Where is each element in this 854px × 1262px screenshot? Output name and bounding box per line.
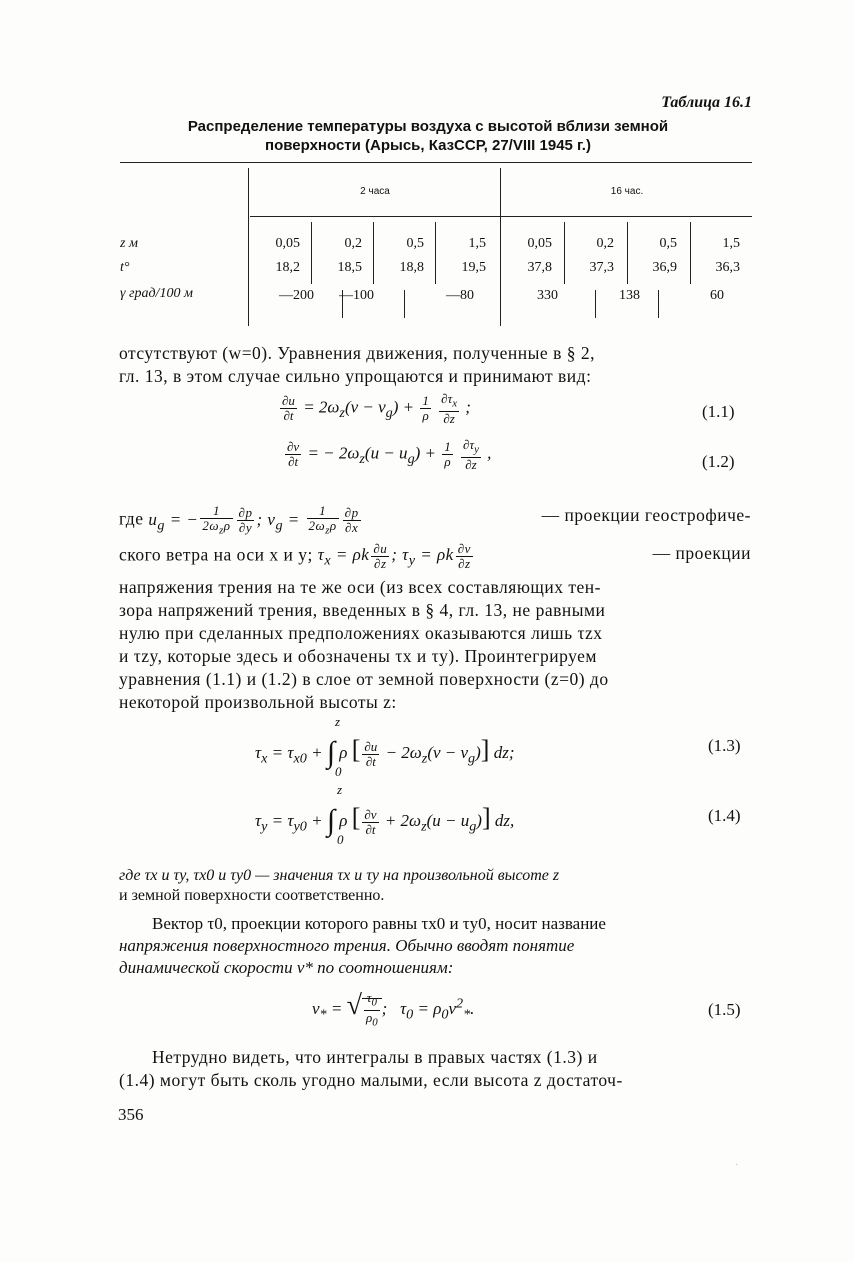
equation-1-1: $\frac{\partial u}{\partial t}$ = $2\omega_z(v - v_g)$ + $\frac{1}{\rho}$ $\frac{\partial\tau_x}{\partial z}$ ;	[282, 391, 471, 426]
para4-line1: Вектор τ0, проекции которого равны τx0 и τy0, носит название	[152, 914, 606, 933]
para3-line2: и земной поверхности соответственно.	[119, 887, 385, 904]
equation-number-1-1: (1.1)	[702, 402, 735, 421]
table-title	[140, 117, 716, 155]
cell-gamma: 138	[619, 288, 640, 303]
col-divider	[658, 290, 659, 318]
table-number: Таблица 16.1	[661, 94, 752, 111]
cell-t: 18,2	[275, 260, 300, 275]
cell-z: 0,05	[275, 236, 300, 251]
cell-t: 36,9	[652, 260, 677, 275]
cell-t: 37,3	[589, 260, 614, 275]
para2-line2-start: ского ветра на оси x и y;	[119, 544, 313, 565]
para2-line2-end: — проекции	[652, 543, 751, 563]
equation-number-1-2: (1.2)	[702, 452, 735, 471]
group-head-16h: 16 час.	[610, 186, 644, 197]
cell-z: 0,2	[596, 236, 614, 251]
table-title-line1: Распределение температуры воздуха с высотой вблизи земной	[187, 118, 669, 135]
equation-1-3: z 0 $\tau_x = \tau_{x0}$ + ∫ ρ [ $\frac{\partial u}{\partial t}$ − $2\omega_z(v - v_g)$] dz;	[255, 714, 515, 779]
cell-z: 0,5	[659, 236, 677, 251]
ug-definition: $u_g$ = − $\frac{1}{2\omega_z\rho}$ $\frac{\partial p}{\partial y}$ ; $v_g$ = $\frac{1}{2\omega_z\rho}$ $\frac{\partial p}{\partial x}$	[148, 503, 359, 537]
para2-line5: нулю при сделанных предположениях оказываются лишь τzx	[119, 623, 603, 643]
cell-gamma: —80	[446, 288, 474, 303]
para2-line6: и τzy, которые здесь и обозначены τx и τy). Проинтегрируем	[119, 646, 597, 666]
page-number: 356	[118, 1105, 144, 1124]
cell-gamma: —100	[339, 288, 374, 303]
para2-line1-end: — проекции геострофиче-	[541, 505, 751, 525]
para1-line1: отсутствуют (w=0). Уравнения движения, полученные в § 2,	[119, 343, 595, 363]
para2-line4: зора напряжений трения, введенных в § 4, гл. 13, не равными	[119, 600, 606, 620]
equation-1-2: $\frac{\partial v}{\partial t}$ = − $2\omega_z(u - u_g)$ + $\frac{1}{\rho}$ $\frac{\partial\tau_y}{\partial z}$ ,	[287, 437, 492, 472]
scan-speck: ·	[735, 1160, 739, 1171]
para2-line1	[119, 504, 751, 538]
equation-1-4: z 0 $\tau_y = \tau_{y0}$ + ∫ ρ [ $\frac{\partial v}{\partial t}$ + $2\omega_z(u - u_g)$] dz,	[255, 782, 515, 847]
table-top-rule	[120, 162, 752, 163]
cell-t: 18,8	[399, 260, 424, 275]
para2-line2	[119, 542, 751, 573]
para4-line2: напряжения поверхностного трения. Обычно вводят понятие	[119, 936, 575, 955]
cell-t: 37,8	[527, 260, 552, 275]
equation-number-1-3: (1.3)	[708, 736, 741, 755]
group-head-2h: 2 часа	[360, 186, 390, 197]
table-title-line2: поверхности (Арысь, КазССР, 27/VIII 1945 г.)	[265, 137, 591, 154]
cell-t: 19,5	[461, 260, 486, 275]
para2-line3: напряжения трения на те же оси (из всех составляющих тен-	[119, 577, 601, 597]
tau-definition: $\tau_x = \rho k$ $\frac{\partial u}{\partial z}$ ; $\tau_y = \rho k$ $\frac{\partial v}{\partial z}$	[317, 541, 471, 571]
cell-z: 0,05	[527, 236, 552, 251]
cell-z: 1,5	[722, 236, 740, 251]
col-divider	[404, 290, 405, 318]
row-label-gamma: γ град/100 м	[120, 286, 193, 301]
para5-line2: (1.4) могут быть сколь угодно малыми, если высота z достаточ-	[119, 1070, 623, 1090]
row-label-z: z м	[120, 236, 138, 251]
cell-gamma: —200	[279, 288, 314, 303]
cell-t: 36,3	[715, 260, 740, 275]
para2-line1-start: где	[119, 508, 144, 529]
cell-gamma: 330	[537, 288, 558, 303]
table-subhead-rule	[250, 216, 752, 217]
equation-1-5: $v_*$ = √ $\frac{\tau_0}{\rho_0}$ ; $\tau_0 = \rho_0v^2_*$.	[312, 990, 475, 1029]
cell-gamma: 60	[710, 288, 724, 303]
para4-line3: динамической скорости v* по соотношениям:	[119, 958, 454, 977]
cell-z: 0,2	[344, 236, 362, 251]
equation-number-1-4: (1.4)	[708, 806, 741, 825]
equation-number-1-5: (1.5)	[708, 1000, 741, 1019]
para5-line1: Нетрудно видеть, что интегралы в правых частях (1.3) и	[152, 1047, 598, 1067]
cell-z: 0,5	[406, 236, 424, 251]
para2-line8: некоторой произвольной высоты z:	[119, 692, 397, 712]
cell-z: 1,5	[468, 236, 486, 251]
para2-line7: уравнения (1.1) и (1.2) в слое от земной поверхности (z=0) до	[119, 669, 609, 689]
para1-line2: гл. 13, в этом случае сильно упрощаются и принимают вид:	[119, 366, 592, 386]
row-label-t: t°	[120, 260, 130, 275]
cell-t: 18,5	[337, 260, 362, 275]
para3-line1: где τx и τy, τx0 и τy0 — значения τx и τy на произвольной высоте z	[119, 867, 560, 884]
